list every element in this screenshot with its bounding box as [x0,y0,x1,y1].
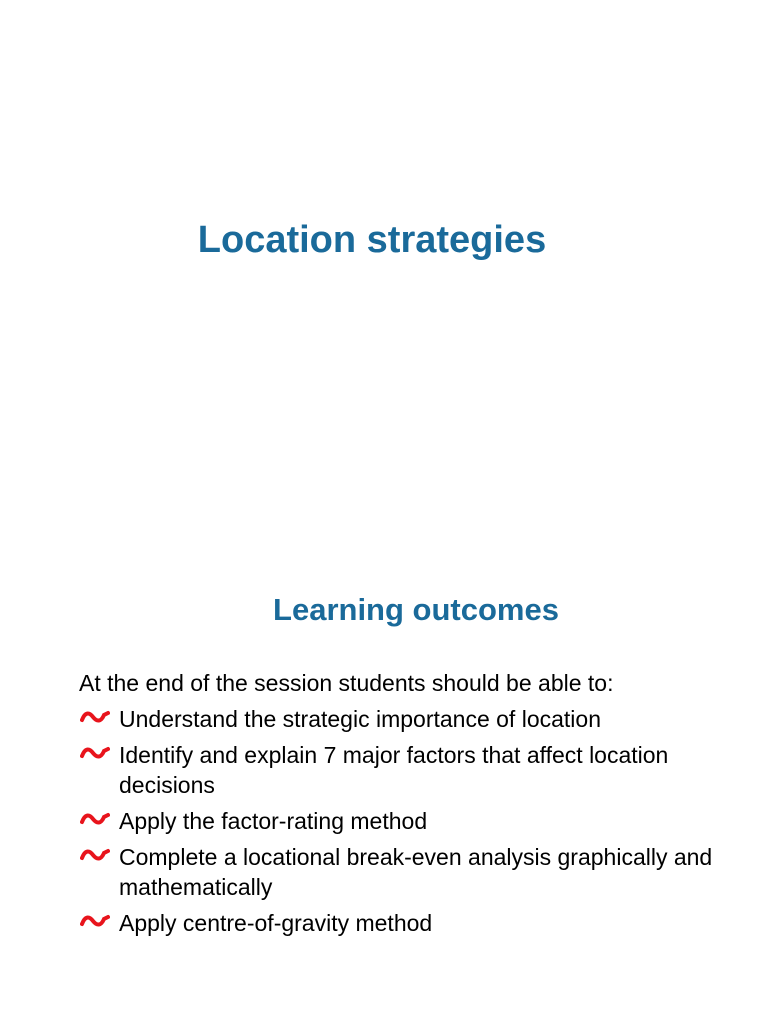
list-item-text: Apply the factor-rating method [119,808,428,834]
red-squiggle-icon [80,710,110,724]
list-item [79,740,719,800]
red-squiggle-icon [80,848,110,862]
slide-title: Location strategies [197,219,547,261]
list-item [79,842,719,902]
list-item-text: Complete a locational break-even analysis graphically and mathematically [119,844,713,900]
list-item-text: Identify and explain 7 major factors that affect location decisions [119,742,669,798]
list-item [79,704,719,734]
red-squiggle-icon [80,914,110,928]
list-item-text: Apply centre-of-gravity method [119,910,433,936]
red-squiggle-icon [80,746,110,760]
list-item [79,806,719,836]
red-squiggle-icon [80,812,110,826]
learning-outcomes-list [79,704,719,944]
learning-outcomes-heading: Learning outcomes [273,592,559,627]
list-item [79,908,719,938]
intro-text: At the end of the session students should be able to: [79,670,614,696]
list-item-text: Understand the strategic importance of location [119,706,601,732]
